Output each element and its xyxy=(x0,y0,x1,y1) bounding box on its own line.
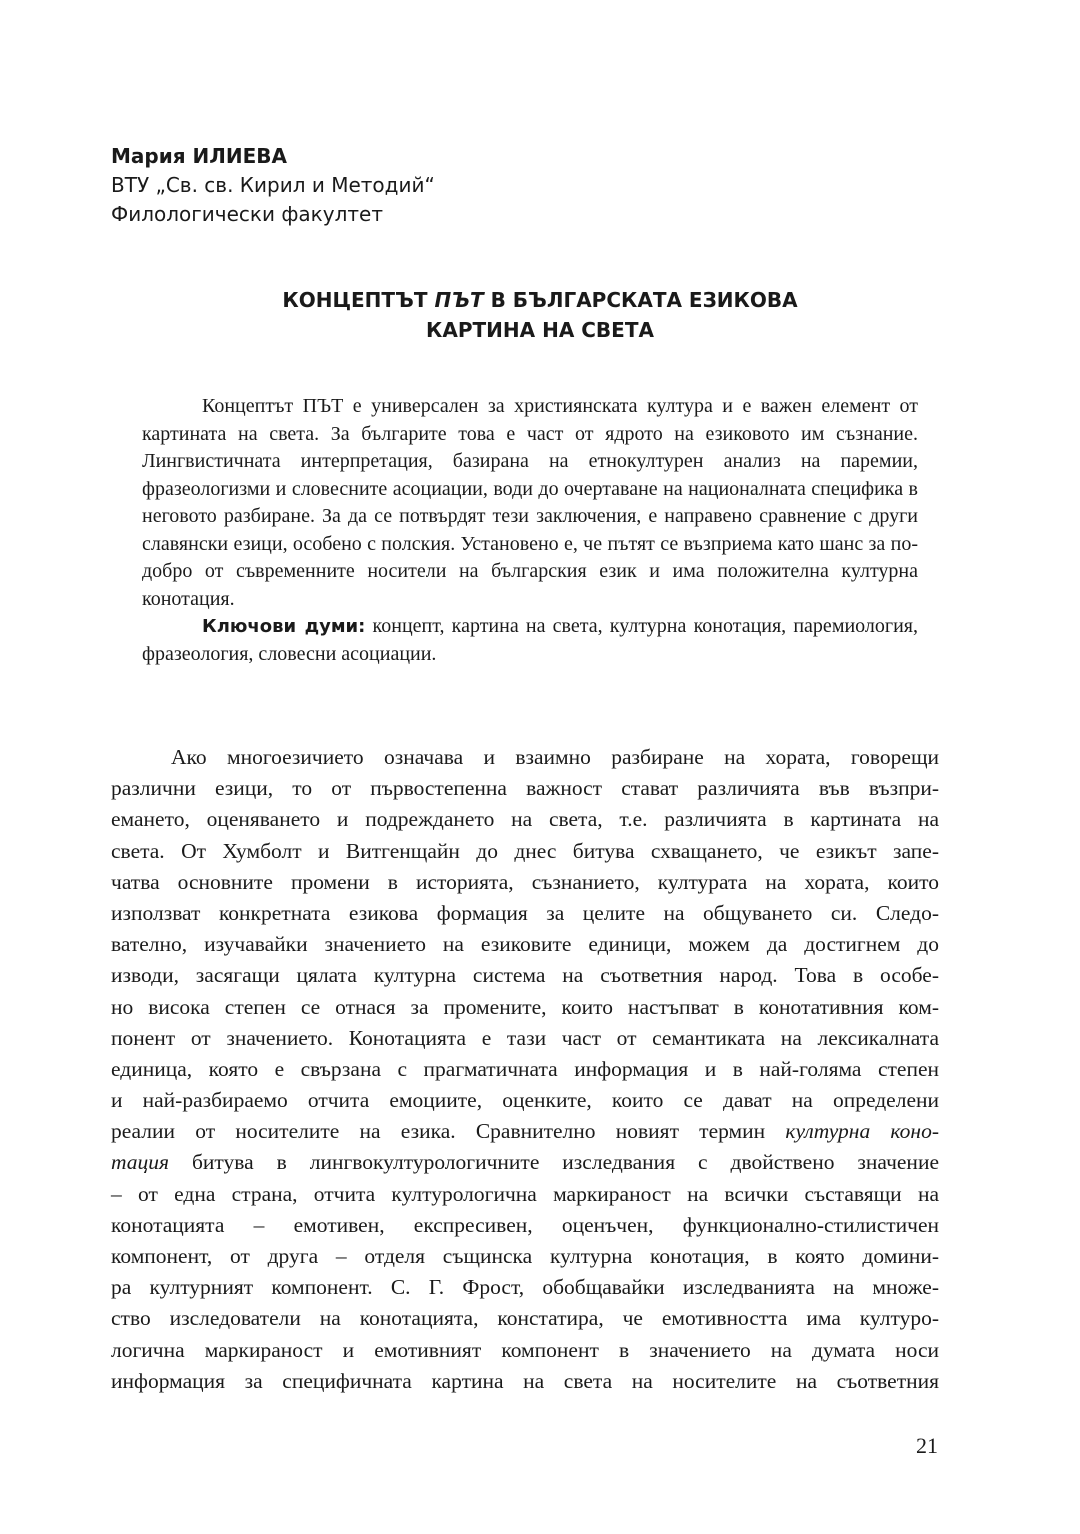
body-line-13-text: реалии от носителите на езика. Сравнително новият термин xyxy=(111,1119,786,1144)
body-line: вателно, изучавайки значението на езиковите единици, можем да достигнем до xyxy=(111,932,939,957)
title-line-1 xyxy=(0,285,1080,315)
author-university: ВТУ „Св. св. Кирил и Методий“ xyxy=(111,173,435,197)
body-line: компонент, от друга – отделя същинска културна конотация, в която домини- xyxy=(111,1244,939,1268)
body-line-14-text: битува в лингвокултурологичните изследвания с двойствено значение xyxy=(169,1150,939,1175)
body-line xyxy=(111,1147,939,1178)
body-line-13-italic: културна коно- xyxy=(785,1119,939,1144)
body-line: изводи, засягащи цялата културна система на съответния народ. Това в особе- xyxy=(111,963,939,988)
title-part-after: В БЪЛГАРСКАТА ЕЗИКОВА xyxy=(483,288,798,312)
body-line: и най-разбираемо отчита емоциите, оценките, които се дават на определени xyxy=(111,1088,939,1113)
body-line: чатва основните промени в историята, съзнанието, културата на хората, които xyxy=(111,869,939,894)
keywords-text: концепт, картина на света, културна конотация, паремиология, фразеология, словесни асоциации. xyxy=(142,615,918,665)
article-title xyxy=(0,285,1080,345)
author-name: Мария ИЛИЕВА xyxy=(111,144,288,168)
body-line: използват конкретната езикова формация за целите на общуването си. Следо- xyxy=(111,900,939,925)
title-part-before: КОНЦЕПТЪТ xyxy=(282,288,435,312)
body-line: понент от значението. Конотацията е тази част от семантиката на лексикалната xyxy=(111,1025,939,1050)
body-line: ра културният компонент. С. Г. Фрост, обобщавайки изследванията на множе- xyxy=(111,1275,939,1300)
author-faculty: Филологически факултет xyxy=(111,202,383,226)
abstract-text: Концептът ПЪТ е универсален за християнската култура и е важен елемент от картината на света. За българите това е част от ядрото на езиковото им съзнание. Лингвистичната интерпретация, базирана на етнокултурен анализ на паремии, фразеологизми и словесните асоциации, води до очертаване на националната специфика в неговото разбиране. За да се потвърдят тези заключения, е направено сравнение с други славянски езици, особено с полския. Установено е, че пътят се възприема като шанс за по-добро от съвременните носители на българския език и има положителна културна конотация. xyxy=(142,395,918,610)
title-part-italic: ПЪТ xyxy=(434,288,484,312)
title-line-2: КАРТИНА НА СВЕТА xyxy=(426,318,654,342)
body-line: но висока степен се отнася за промените, които настъпват в конотативния ком- xyxy=(111,994,939,1019)
body-line: емането, оценяването и подреждането на света, т.е. различията в картината на xyxy=(111,807,939,832)
body-line: единица, която е свързана с прагматичната информация и в най-голяма степен xyxy=(111,1056,939,1081)
abstract xyxy=(142,393,918,668)
page-number: 21 xyxy=(916,1433,938,1458)
body-line: конотацията – емотивен, експресивен, оценъчен, функционално-стилистичен xyxy=(111,1212,939,1237)
body-text xyxy=(111,742,939,1397)
body-line xyxy=(111,1116,939,1147)
body-line: света. От Хумболт и Витгенщайн до днес битува схващането, че езикът запе- xyxy=(111,838,939,863)
body-line: – от една страна, отчита културологична маркираност на всички съставящи на xyxy=(111,1181,939,1206)
author-block xyxy=(111,142,435,229)
body-line: логична маркираност и емотивният компонент в значението на думата носи xyxy=(111,1337,939,1362)
body-line: информация за специфичната картина на света на носителите на съответния xyxy=(111,1368,939,1393)
keywords-label: Ключови думи: xyxy=(202,616,366,637)
keywords xyxy=(142,613,918,668)
body-line: ство изследователи на конотацията, констатира, че емотивността има културо- xyxy=(111,1306,939,1331)
body-line: Ако многоезичието означава и взаимно разбиране на хората, говорещи xyxy=(171,745,939,769)
body-line-14-italic: тация xyxy=(111,1150,170,1175)
body-line: различни езици, то от първостепенна важност стават различията във възпри- xyxy=(111,776,939,801)
